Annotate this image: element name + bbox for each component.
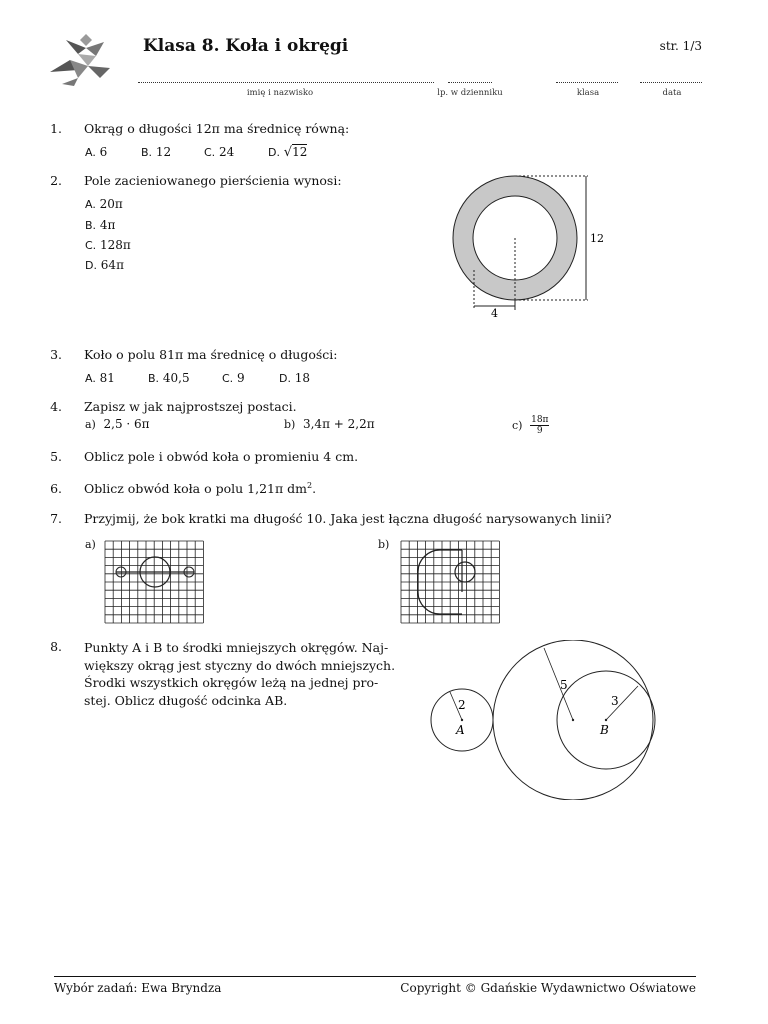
point-a-label: A (456, 723, 465, 737)
answer-option-a[interactable]: A. 20π (85, 197, 123, 211)
problem-text-line: Środki wszystkich okręgów leżą na jednej pro- (84, 675, 379, 690)
question-text: Oblicz obwód koła o polu 1,21π $dm^2$. (84, 481, 317, 497)
name-field[interactable] (138, 74, 434, 83)
question-number: 7. (50, 511, 62, 526)
question-text: Oblicz pole i obwód koła o promieniu 4 cm. (84, 449, 359, 464)
ring-width-label: 4 (491, 307, 498, 320)
answer-option-b[interactable]: B. 12 (141, 145, 172, 159)
register-number-field[interactable] (448, 74, 492, 83)
problem-text-line: większy okrąg jest styczny do dwóch mniejszych. (84, 657, 396, 673)
subtask-b: b) 3,4π + 2,2π (284, 417, 375, 431)
fraction-numerator: 18π (531, 415, 549, 425)
question-6 (44, 481, 444, 501)
fraction-denominator: 9 (536, 426, 543, 436)
question-number: 8. (50, 639, 62, 654)
answer-option-a[interactable]: A. 81 (85, 371, 115, 385)
point-b-label: B (600, 723, 609, 737)
answer-option-d[interactable]: D. 18 (279, 371, 311, 385)
question-number: 4. (50, 399, 62, 414)
answer-option-b[interactable]: B. 40,5 (148, 371, 190, 385)
footer-author: Wybór zadań: Ewa Bryndza (54, 981, 222, 995)
radius-label-a: 2 (458, 698, 466, 712)
question-5 (44, 449, 444, 469)
question-8 (44, 639, 396, 711)
register-number-label: lp. w dzienniku (437, 88, 503, 98)
subtask-a: a) (85, 538, 96, 551)
radius-label-b: 3 (611, 694, 619, 708)
name-field-label: imię i nazwisko (246, 88, 314, 98)
footer-rule (54, 976, 696, 977)
subtask-b: b) (378, 538, 390, 551)
question-text: Pole zacieniowanego pierścienia wynosi: (84, 173, 342, 188)
answer-option-a[interactable]: A. 6 (85, 145, 108, 159)
question-2 (44, 173, 444, 193)
problem-text-line: stej. Oblicz długość odcinka AB. (84, 692, 288, 708)
ring-figure (440, 170, 610, 320)
answer-option-c[interactable]: C. 128π (85, 238, 131, 252)
question-text: Zapisz w jak najprostszej postaci. (84, 399, 297, 414)
grid-figure-a (104, 540, 206, 624)
question-7 (44, 511, 612, 531)
answer-option-d[interactable]: D. 64π (85, 258, 124, 272)
question-number: 5. (50, 449, 62, 464)
class-label: klasa (576, 88, 600, 98)
publisher-logo (48, 34, 114, 88)
answer-option-c[interactable]: C. 9 (222, 371, 245, 385)
outer-diameter-label: 12 (590, 232, 604, 245)
answer-option-d[interactable]: D. √12 (268, 145, 308, 160)
answer-option-c[interactable]: C. 24 (204, 145, 235, 159)
footer-copyright: Copyright © Gdańskie Wydawnictwo Oświatowe (400, 981, 696, 995)
page-title: Klasa 8. Koła i okręgi (143, 36, 349, 56)
answer-option-b[interactable]: B. 4π (85, 218, 116, 232)
tangent-circles-figure (420, 640, 670, 800)
date-field[interactable] (640, 74, 702, 83)
problem-text-line: Punkty A i B to środki mniejszych okręgów. Naj- (84, 640, 389, 655)
question-text: Przyjmij, że bok kratki ma długość 10. Jaka jest łączna długość narysowanych linii? (84, 511, 612, 526)
question-number: 6. (50, 481, 62, 496)
question-number: 1. (50, 121, 62, 136)
grid-figure-b (400, 540, 502, 624)
class-field[interactable] (556, 74, 618, 83)
date-label: data (662, 88, 682, 98)
subtask-c: c) $\frac{18\pi}{9}$ (512, 415, 549, 436)
subtask-a: a) 2,5 · 6π (85, 417, 150, 431)
question-text: Koło o polu 81π ma średnicę o długości: (84, 347, 338, 362)
question-text: Okrąg o długości 12π ma średnicę równą: (84, 121, 350, 136)
question-number: 2. (50, 173, 62, 188)
radius-label-big: 5 (560, 678, 568, 692)
page-number: str. 1/3 (659, 39, 702, 53)
question-number: 3. (50, 347, 62, 362)
question-4 (44, 399, 444, 419)
question-3 (44, 347, 444, 367)
